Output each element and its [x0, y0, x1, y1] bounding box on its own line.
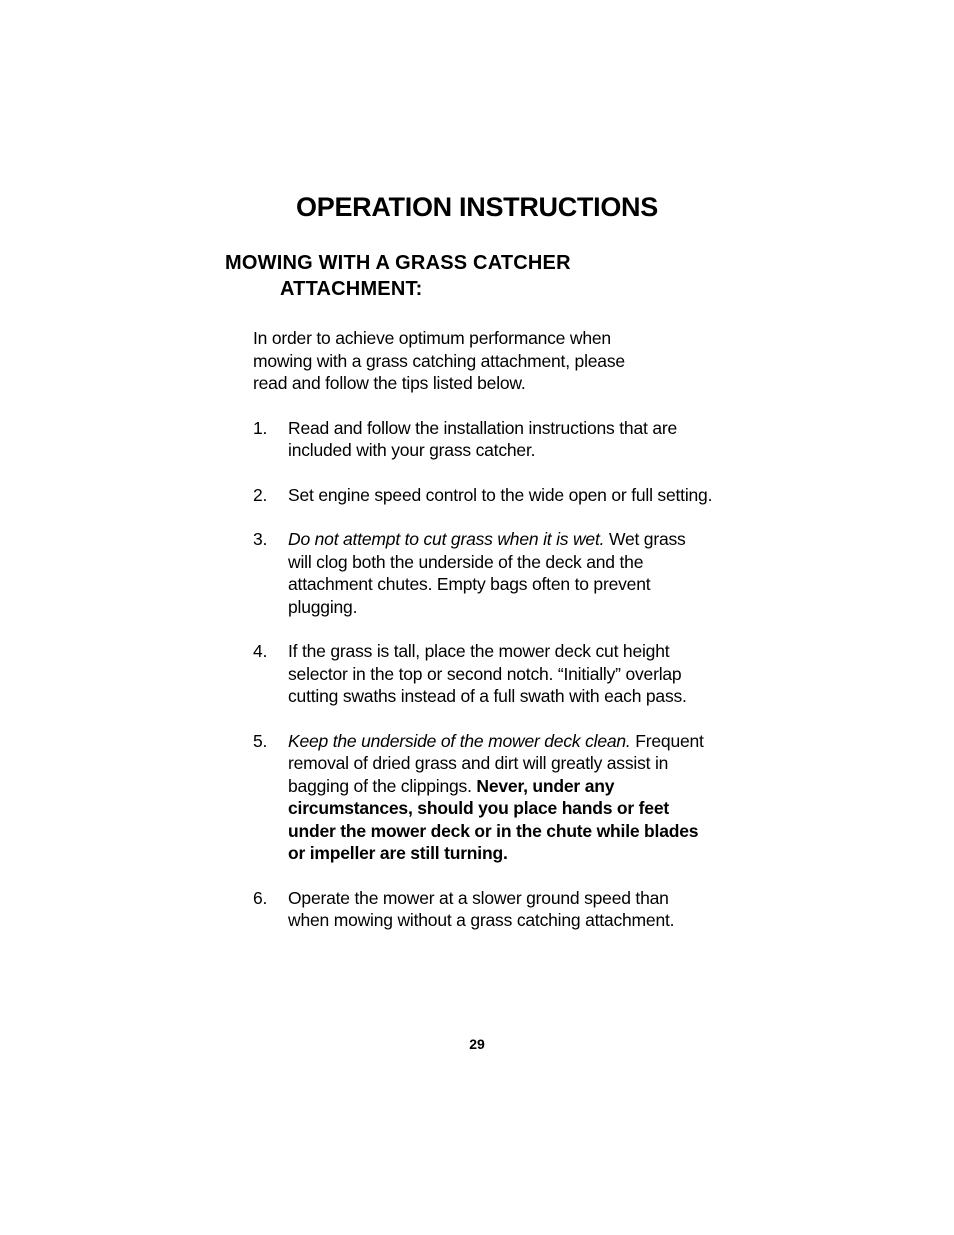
tips-list — [253, 417, 713, 932]
list-item-number: 3. — [253, 529, 268, 549]
list-item-emphasis: Do not attempt to cut grass when it is wet. — [288, 529, 605, 549]
list-item-number: 6. — [253, 887, 268, 908]
list-item-number: 5. — [253, 730, 268, 751]
list-item — [253, 484, 713, 507]
list-item-text: Set engine speed control to the wide open or full setting. — [288, 484, 713, 505]
list-item — [253, 887, 713, 932]
page-content — [253, 327, 713, 954]
list-item-text: Frequent removal of dried grass and dirt will greatly assist in bagging of the clippings. — [288, 730, 704, 796]
list-item-text: Operate the mower at a slower ground speed than when mowing without a grass catching attachment. — [288, 887, 675, 930]
section-heading — [225, 250, 571, 302]
list-item-text: If the grass is tall, place the mower deck cut height selector in the top or second notch. “Initially” overlap cutting swaths instead of a full swath with each pass. — [288, 641, 687, 706]
page-number: 29 — [469, 1036, 485, 1052]
list-item — [253, 528, 713, 618]
list-item — [253, 640, 713, 708]
list-item — [253, 730, 713, 865]
section-heading-line1: MOWING WITH A GRASS CATCHER — [225, 252, 571, 274]
list-item-number: 4. — [253, 641, 268, 661]
list-item — [253, 417, 713, 462]
list-item-text: Read and follow the installation instructions that are included with your grass catcher. — [288, 417, 678, 460]
intro-paragraph: In order to achieve optimum performance when mowing with a grass catching attachment, please read and follow the tips listed below. — [253, 328, 625, 393]
list-item-number: 1. — [253, 417, 268, 438]
page-title: OPERATION INSTRUCTIONS — [296, 192, 658, 222]
list-item-number: 2. — [253, 484, 268, 505]
section-heading-line2: ATTACHMENT: — [280, 278, 423, 300]
safety-warning: Never, under any circumstances, should you place hands or feet under the mower deck or in the chute while blades or impeller are still turning. — [288, 775, 699, 863]
list-item-text: Wet grass will clog both the underside of the deck and the attachment chutes. Empty bags often to prevent plugging. — [288, 529, 686, 617]
list-item-emphasis: Keep the underside of the mower deck clean. — [288, 730, 631, 751]
